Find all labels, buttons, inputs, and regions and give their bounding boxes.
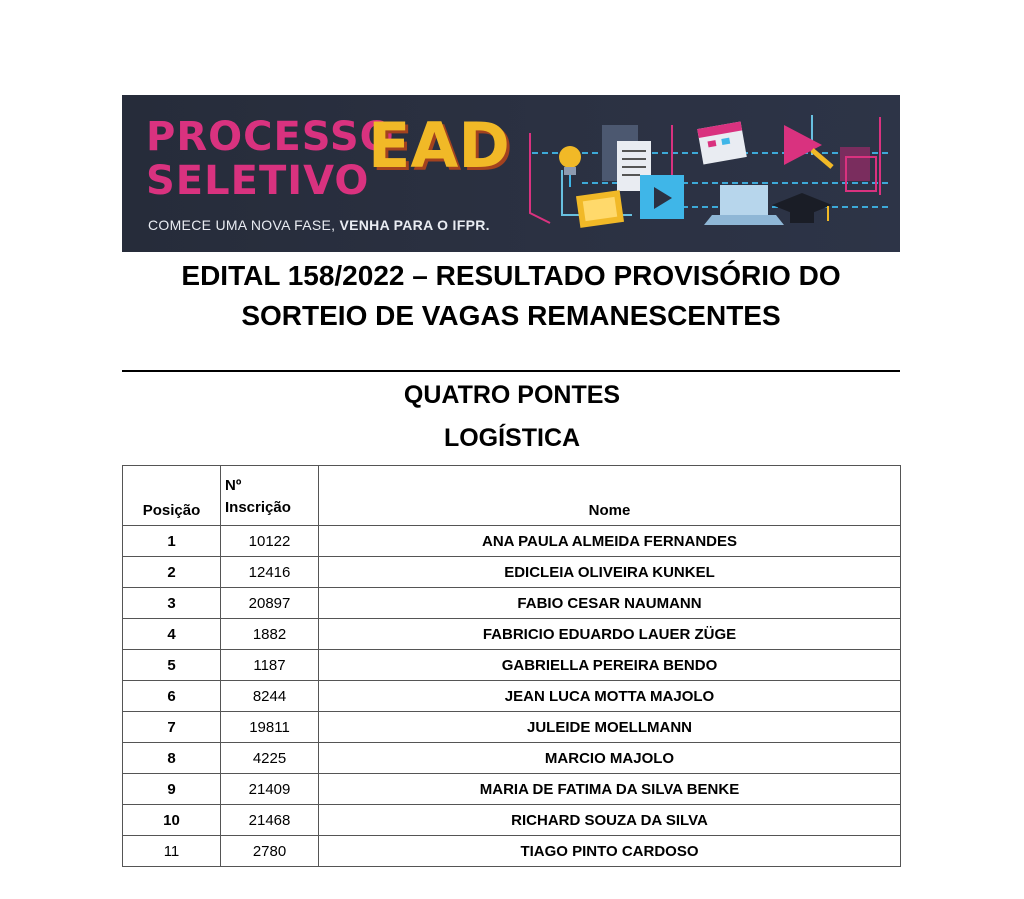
header-name: Nome [319, 466, 901, 526]
table-row [123, 836, 901, 867]
row-inscription: 21409 [221, 774, 319, 805]
row-name: MARCIO MAJOLO [319, 743, 901, 774]
row-position: 2 [123, 557, 221, 588]
row-name: JULEIDE MOELLMANN [319, 712, 901, 743]
banner-tagline-bold: VENHA PARA O IFPR. [339, 217, 490, 233]
banner-tagline-prefix: COMECE UMA NOVA FASE, [148, 217, 340, 233]
table-row [123, 650, 901, 681]
row-inscription: 12416 [221, 557, 319, 588]
row-inscription: 1882 [221, 619, 319, 650]
divider-rule [122, 370, 900, 372]
row-position: 7 [123, 712, 221, 743]
banner-ead-badge: EAD [368, 109, 510, 182]
course-heading: LOGÍSTICA [443, 424, 581, 452]
row-inscription: 4225 [221, 743, 319, 774]
row-name: ANA PAULA ALMEIDA FERNANDES [319, 526, 901, 557]
row-name: FABRICIO EDUARDO LAUER ZÜGE [319, 619, 901, 650]
video-play-icon [640, 175, 684, 219]
row-inscription: 2780 [221, 836, 319, 867]
row-inscription: 20897 [221, 588, 319, 619]
banner-illustration [522, 95, 900, 252]
row-position: 9 [123, 774, 221, 805]
row-name: GABRIELLA PEREIRA BENDO [319, 650, 901, 681]
banner-title-seletivo: SELETIVO [146, 158, 370, 204]
row-inscription: 21468 [221, 805, 319, 836]
campus-heading: QUATRO PONTES [403, 381, 621, 409]
document-title [122, 256, 900, 336]
document-title-line1: EDITAL 158/2022 – RESULTADO PROVISÓRIO DO [181, 260, 841, 291]
banner-tagline [148, 217, 490, 233]
row-name: EDICLEIA OLIVEIRA KUNKEL [319, 557, 901, 588]
header-banner [122, 95, 900, 252]
table-header-row [123, 466, 901, 526]
book-icon [576, 190, 624, 228]
row-name: JEAN LUCA MOTTA MAJOLO [319, 681, 901, 712]
row-position: 6 [123, 681, 221, 712]
table-row [123, 526, 901, 557]
row-position: 11 [123, 836, 221, 867]
header-inscription-line1: Nº [225, 477, 242, 494]
graduation-cap-icon [772, 193, 832, 223]
row-name: TIAGO PINTO CARDOSO [319, 836, 901, 867]
row-inscription: 8244 [221, 681, 319, 712]
banner-title-processo: PROCESSO [146, 114, 395, 160]
table-row [123, 557, 901, 588]
row-position: 1 [123, 526, 221, 557]
row-position: 3 [123, 588, 221, 619]
row-name: RICHARD SOUZA DA SILVA [319, 805, 901, 836]
calendar-icon [697, 121, 747, 164]
table-row [123, 681, 901, 712]
row-position: 4 [123, 619, 221, 650]
row-name: FABIO CESAR NAUMANN [319, 588, 901, 619]
table-row [123, 805, 901, 836]
table-row [123, 588, 901, 619]
row-inscription: 10122 [221, 526, 319, 557]
row-position: 8 [123, 743, 221, 774]
row-position: 5 [123, 650, 221, 681]
results-table [122, 465, 901, 867]
table-row [123, 712, 901, 743]
table-row [123, 743, 901, 774]
document-title-line2: SORTEIO DE VAGAS REMANESCENTES [241, 300, 781, 331]
row-inscription: 1187 [221, 650, 319, 681]
header-inscription [221, 466, 319, 526]
pencil-icon [784, 125, 832, 167]
row-inscription: 19811 [221, 712, 319, 743]
row-name: MARIA DE FATIMA DA SILVA BENKE [319, 774, 901, 805]
header-position: Posição [123, 466, 221, 526]
table-row [123, 774, 901, 805]
table-row [123, 619, 901, 650]
header-inscription-line2: Inscrição [225, 499, 291, 516]
row-position: 10 [123, 805, 221, 836]
